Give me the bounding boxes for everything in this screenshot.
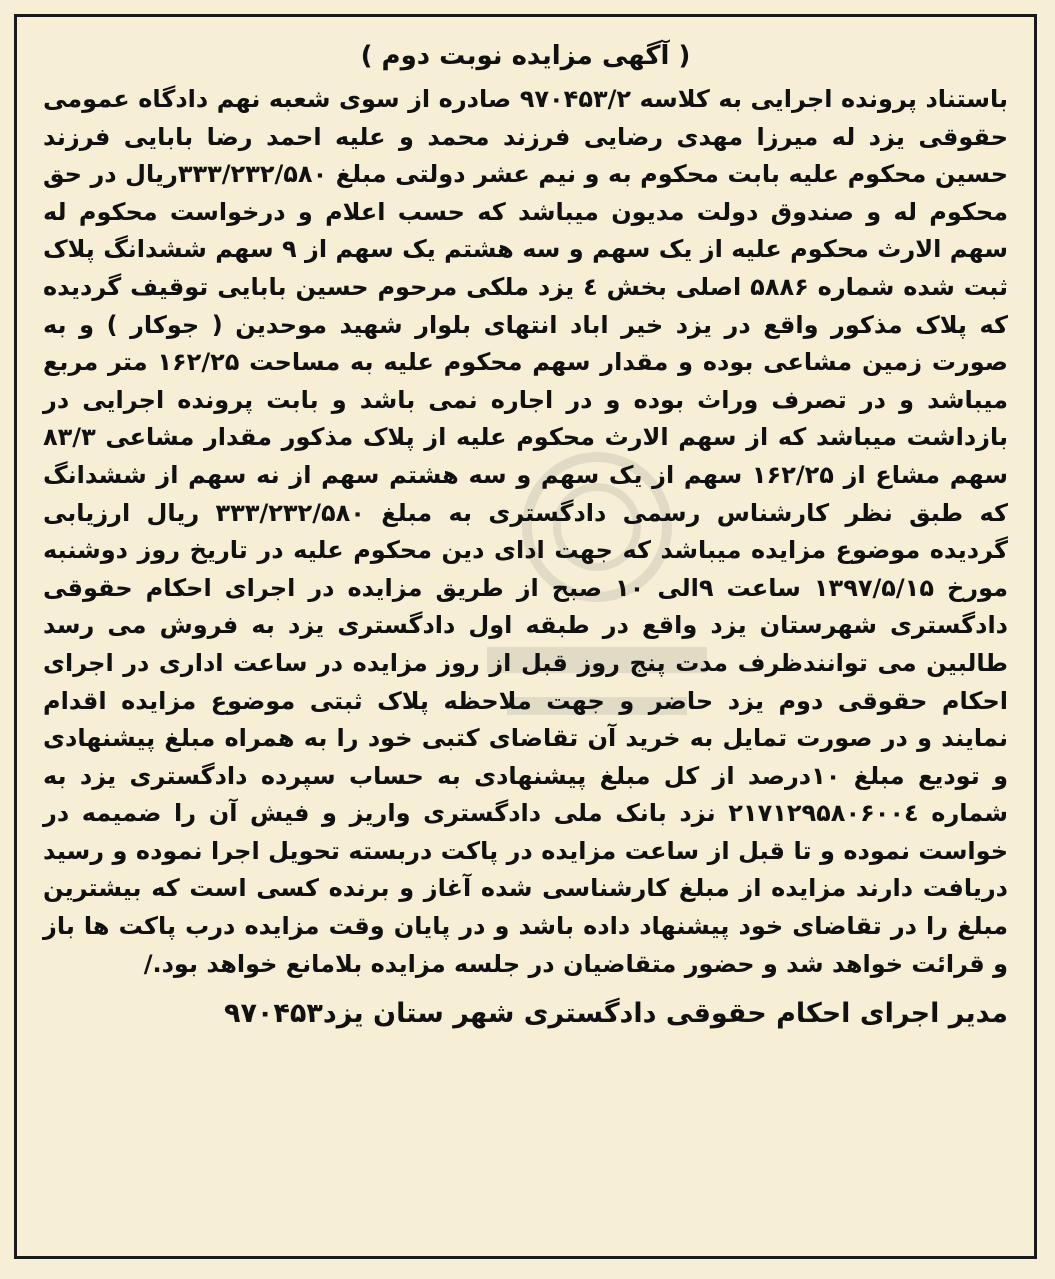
- notice-signature: مدیر اجرای احکام حقوقی دادگستری شهر ستان یزد۹۷۰۴۵۳: [223, 998, 1008, 1030]
- notice-content: [43, 39, 1008, 1031]
- notice-title: ( آگهی مزایده نوبت دوم ): [360, 41, 691, 71]
- notice-frame: [14, 14, 1037, 1259]
- notice-body: باستناد پرونده اجرایی به کلاسه ۹۷۰۴۵۳/۲ صادره از سوی شعبه نهم دادگاه عمومی حقوقی یزد له میرزا مهدی رضایی فرزند محمد و علیه احمد رضا بابایی فرزند حسین محکوم علیه بابت محکوم به و نیم عشر دولتی مبلغ ۳۳۳/۲۳۲/۵۸۰ریال در حق محکوم له و صندوق دولت مدیون میباشد که حسب اعلام و درخواست محکوم له سهم الارث محکوم علیه از یک سهم و سه هشتم یک سهم از ۹ سهم ششدانگ پلاک ثبت شده شماره ۵۸۸۶ اصلی بخش ٤ یزد ملکی مرحوم حسین بابایی توقیف گردیده که پلاک مذکور واقع در یزد خیر اباد انتهای بلوار شهید موحدین ( جوکار ) و به صورت زمین مشاعی بوده و مقدار سهم محکوم علیه به مساحت ۱۶۲/۲۵ متر مربع میباشد و در تصرف وراث بوده و در اجاره نمی باشد و بابت پرونده اجرایی در بازداشت میباشد که از سهم الارث محکوم علیه از پلاک مذکور مقدار مشاعی ۸۳/۳ سهم مشاع از ۱۶۲/۲۵ سهم از یک سهم و سه هشتم سهم از نه سهم از ششدانگ که طبق نظر کارشناس رسمی دادگستری به مبلغ ۳۳۳/۲۳۲/۵۸۰ ریال ارزیابی گردیده موضوع مزایده میباشد که جهت ادای دین محکوم علیه در تاریخ روز دوشنبه مورخ ۱۳۹۷/۵/۱۵ ساعت ۹الی ۱۰ صبح از طریق مزایده در اجرای احکام حقوقی دادگستری شهرستان یزد واقع در طبقه اول دادگستری یزد به فروش می رسد طالبین می توانندظرف مدت پنج روز قبل از روز مزایده در ساعت اداری در اجرای احکام حقوقی دوم یزد حاضر و جهت ملاحظه پلاک ثبتی موضوع مزایده اقدام نمایند و در صورت تمایل به خرید آن تقاضای کتبی خود را به همراه مبلغ پیشنهادی و تودیع مبلغ ۱۰درصد از کل مبلغ پیشنهادی به حساب سپرده دادگستری یزد به شماره ۲۱۷۱۲۹۵۸۰۶۰۰٤ نزد بانک ملی دادگستری واریز و فیش آن را ضمیمه در خواست نموده و تا قبل از ساعت مزایده در پاکت دربسته تحویل اجرا نموده و رسید دریافت دارند مزایده از مبلغ کارشناسی شده آغاز و برنده کسی است که بیشترین مبلغ را در تقاضای خود پیشنهاد داده باشد و در پایان وقت مزایده درب پاکت ها باز و قرائت خواهد شد و حضور متقاضیان در جلسه مزایده بلامانع خواهد بود./: [43, 85, 1009, 978]
